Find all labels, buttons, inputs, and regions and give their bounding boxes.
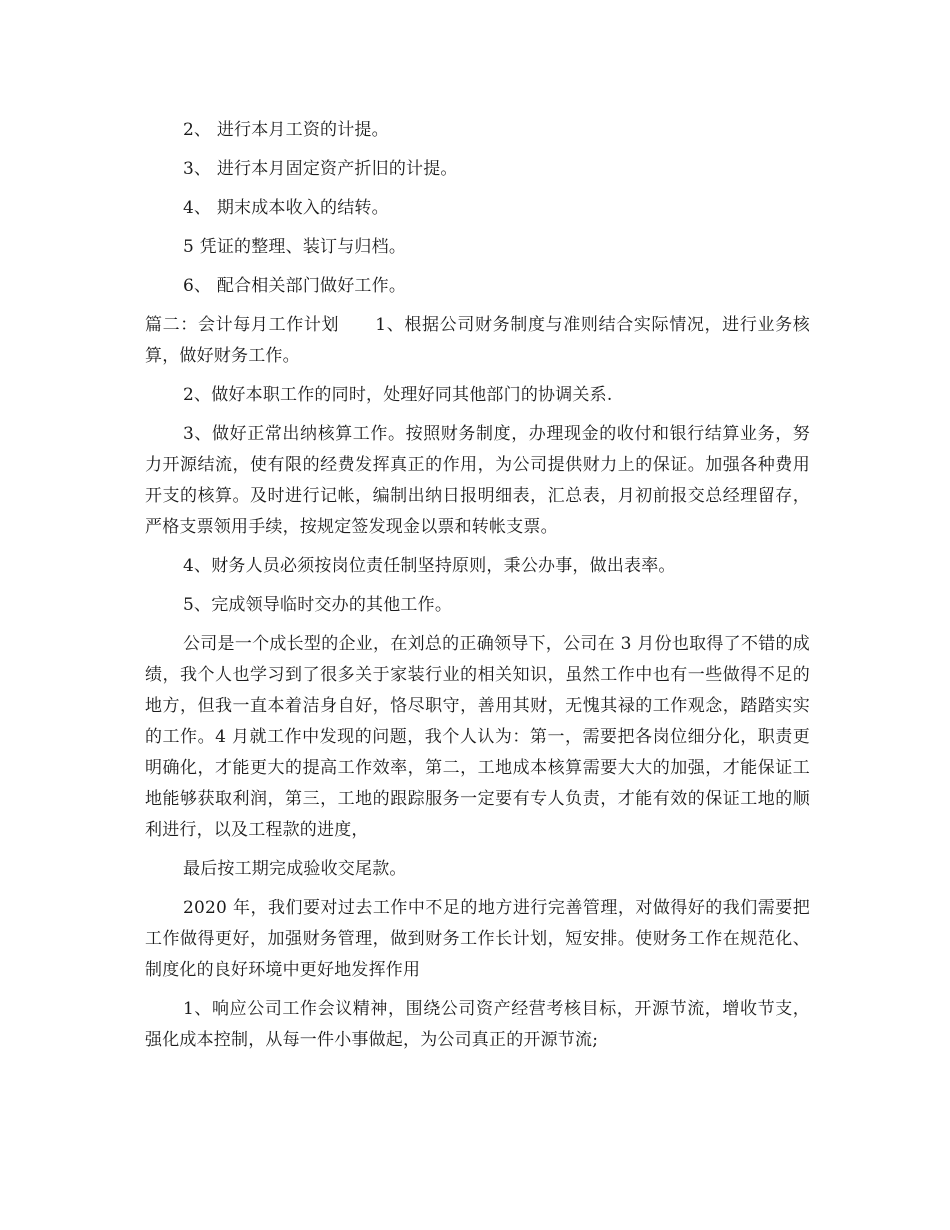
paragraph: 公司是一个成长型的企业，在刘总的正确领导下，公司在 3 月份也取得了不错的成绩，我个人也学习到了很多关于家装行业的相关知识，虽然工作中也有一些做得不足的地方，但我一直本着洁身自好，恪尽职守，善用其财，无愧其禄的工作观念，踏踏实实的工作。4 月就工作中发现的问题，我个人认为：第一，需要把各岗位细分化，职责更明确化，才能更大的提高工作效率，第二，工地成本核算需要大大的加强，才能保证工地能够获取利润，第三，工地的跟踪服务一定要有专人负责，才能有效的保证工地的顺利进行，以及工程款的进度， (145, 634, 810, 840)
list-item: 4、 期末成本收入的结转。 (183, 198, 389, 218)
list-item: 3、 进行本月固定资产折旧的计提。 (183, 159, 458, 179)
paragraph: 3、做好正常出纳核算工作。按照财务制度，办理现金的收付和银行结算业务，努力开源结流，使有限的经费发挥真正的作用，为公司提供财力上的保证。加强各种费用开支的核算。及时进行记帐，编制出纳日报明细表，汇总表，月初前报交总经理留存，严格支票领用手续，按规定签发现金以票和转帐支票。 (145, 424, 810, 537)
paragraph: 2、做好本职工作的同时，处理好同其他部门的协调关系. (183, 385, 613, 405)
paragraph: 5、完成领导临时交办的其他工作。 (183, 595, 453, 615)
paragraph: 最后按工期完成验收交尾款。 (183, 859, 407, 879)
section-heading-paragraph (145, 310, 810, 372)
list-item: 2、 进行本月工资的计提。 (183, 120, 389, 140)
list-item: 6、 配合相关部门做好工作。 (183, 276, 407, 296)
paragraph: 1、响应公司工作会议精神，围绕公司资产经营考核目标，开源节流，增收节支，强化成本控制，从每一件小事做起，为公司真正的开源节流; (145, 999, 810, 1050)
paragraph: 2020 年，我们要对过去工作中不足的地方进行完善管理，对做得好的我们需要把工作做得更好，加强财务管理，做到财务工作长计划，短安排。使财务工作在规范化、制度化的良好环境中更好地发挥作用 (145, 898, 810, 980)
section-heading: 篇二：会计每月工作计划 (145, 315, 340, 335)
document-body (145, 115, 810, 1064)
section-item-text: 1、根据公司财务制度与准则结合实际情况，进行业务核算，做好财务工作。 (145, 315, 810, 366)
list-item: 5 凭证的整理、装订与归档。 (183, 237, 407, 257)
paragraph: 4、财务人员必须按岗位责任制坚持原则，秉公办事，做出表率。 (183, 556, 676, 576)
